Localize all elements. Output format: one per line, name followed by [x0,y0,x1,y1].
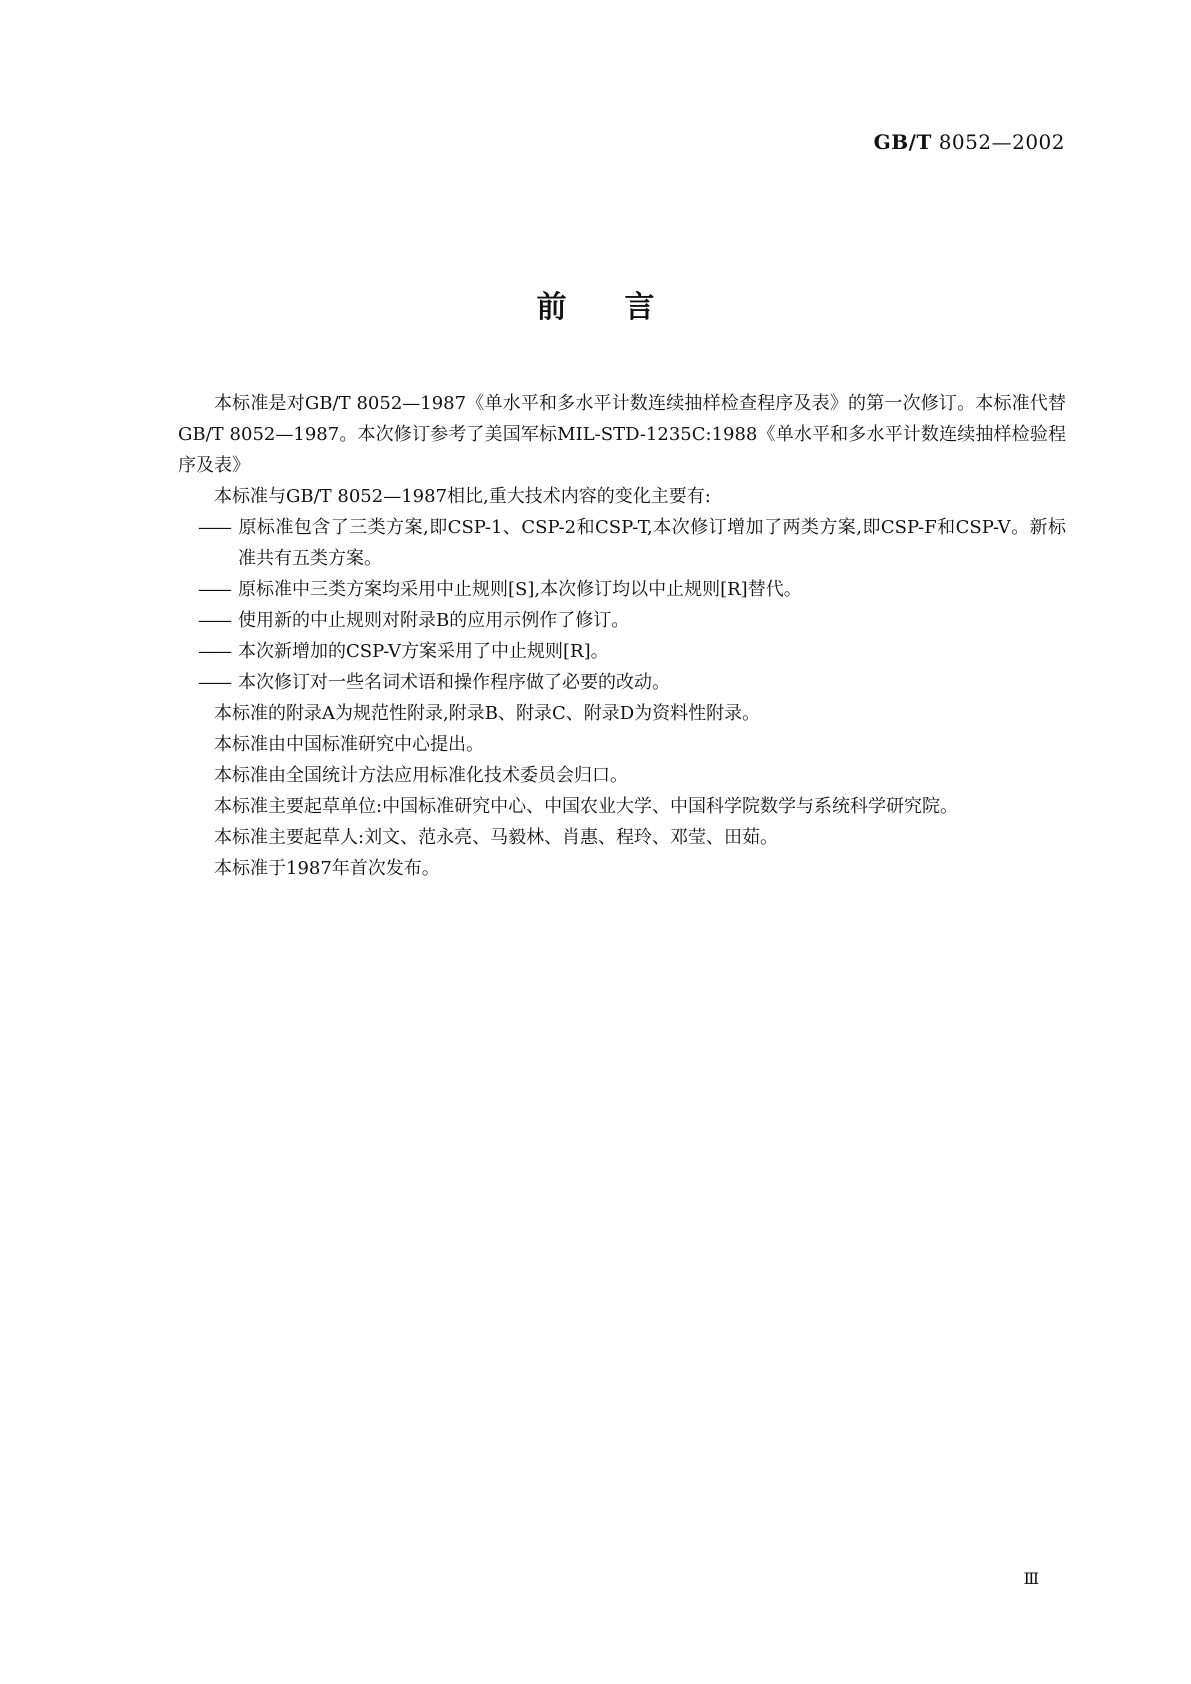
paragraph-proposed-by: 本标准由中国标准研究中心提出。 [214,734,484,755]
dash-mark: —— [198,641,230,662]
list-item [178,667,1066,698]
list-item-text: 原标准包含了三类方案,即CSP-1、CSP-2和CSP-T,本次修订增加了两类方案,即CSP-F和CSP-V。新标准共有五类方案。 [238,517,1066,569]
foreword-body [178,388,1066,884]
paragraph-first-issued: 本标准于1987年首次发布。 [214,858,440,879]
list-item-text: 本次修订对一些名词术语和操作程序做了必要的改动。 [238,672,670,693]
dash-mark: —— [198,610,230,631]
paragraph-drafters: 本标准主要起草人:刘文、范永亮、马毅林、肖惠、程玲、邓莹、田茹。 [214,827,779,848]
list-item [178,574,1066,605]
paragraph-appendix-types: 本标准的附录A为规范性附录,附录B、附录C、附录D为资料性附录。 [214,703,761,724]
page-number: Ⅲ [1023,1569,1039,1588]
paragraph-revision-intro: 本标准是对GB/T 8052—1987《单水平和多水平计数连续抽样检查程序及表》的第一次修订。本标准代替GB/T 8052—1987。本次修订参考了美国军标MIL-STD-1235C:1988《单水平和多水平计数连续抽样检验程序及表》 [178,393,1066,476]
list-item-text: 原标准中三类方案均采用中止规则[S],本次修订均以中止规则[R]替代。 [238,579,802,600]
dash-mark: —— [198,672,230,693]
paragraph-changes-intro: 本标准与GB/T 8052—1987相比,重大技术内容的变化主要有: [214,486,711,507]
page-title: 前言 [536,290,713,325]
paragraph-drafting-units: 本标准主要起草单位:中国标准研究中心、中国农业大学、中国科学院数学与系统科学研究院。 [214,796,959,817]
list-item-text: 使用新的中止规则对附录B的应用示例作了修订。 [238,610,630,631]
list-item [178,636,1066,667]
document-code-number: 8052—2002 [931,130,1065,154]
paragraph-managed-by: 本标准由全国统计方法应用标准化技术委员会归口。 [214,765,628,786]
document-code-prefix: GB/T [873,130,932,154]
list-item [178,512,1066,574]
list-item [178,605,1066,636]
document-code [874,130,1065,154]
dash-mark: —— [198,517,230,538]
dash-mark: —— [198,579,230,600]
list-item-text: 本次新增加的CSP-V方案采用了中止规则[R]。 [238,641,609,662]
